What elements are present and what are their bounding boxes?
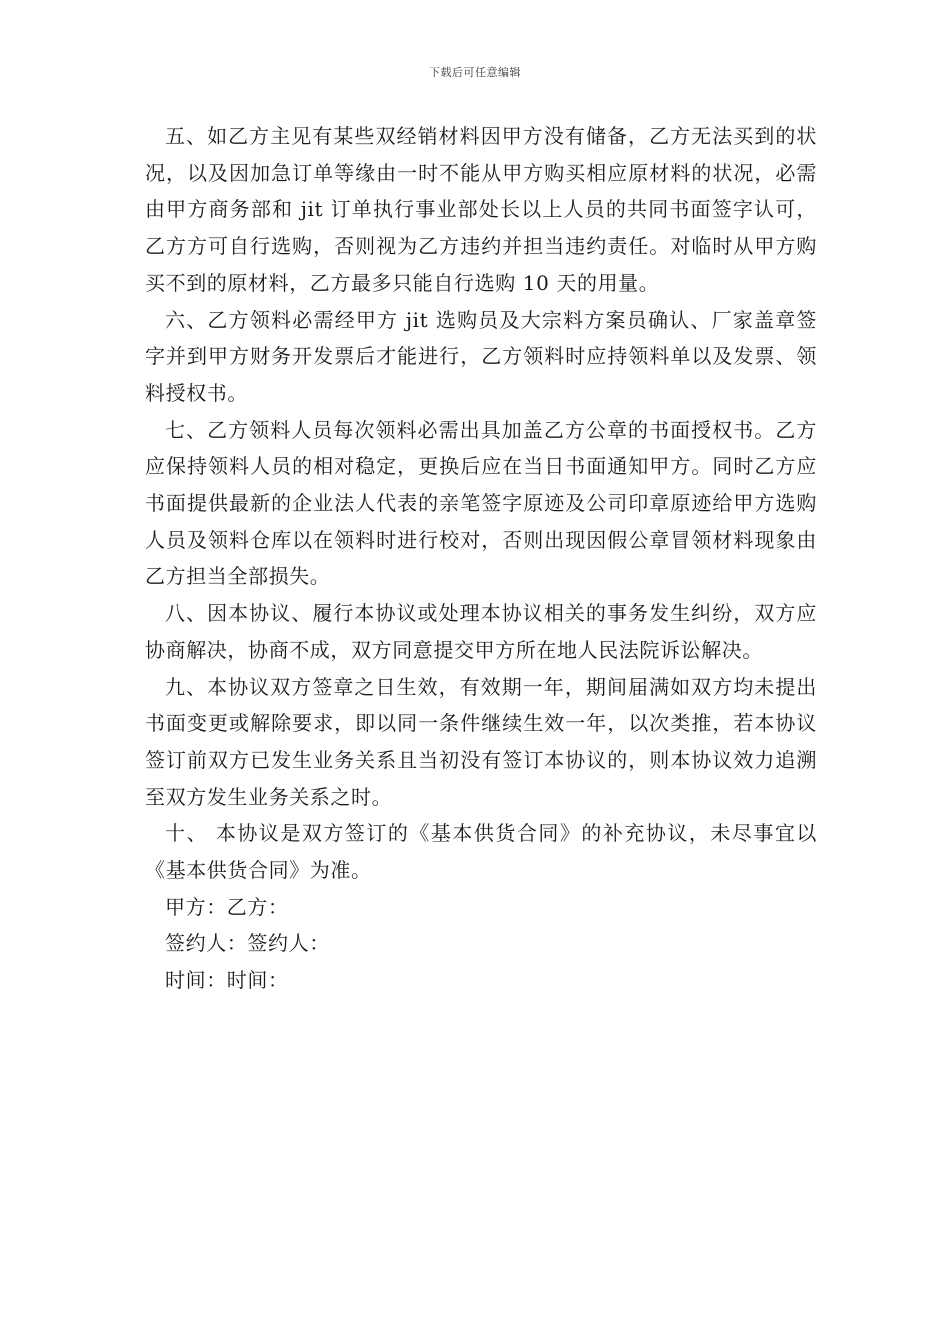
document-body: [145, 118, 817, 999]
clause-7: 七、乙方领料人员每次领料必需出具加盖乙方公章的书面授权书。乙方应保持领料人员的相对稳定，更换后应在当日书面通知甲方。同时乙方应书面提供最新的企业法人代表的亲笔签字原迹及公司印章原迹给甲方选购人员及领料仓库以在领料时进行校对，否则出现因假公章冒领材料现象由乙方担当全部损失。: [145, 417, 817, 589]
clause-9: 九、本协议双方签章之日生效，有效期一年，期间届满如双方均未提出书面变更或解除要求，即以同一条件继续生效一年，以次类推，若本协议签订前双方已发生业务关系且当初没有签订本协议的，则本协议效力追溯至双方发生业务关系之时。: [145, 674, 817, 809]
clause-8: 八、因本协议、履行本协议或处理本协议相关的事务发生纠纷，双方应协商解决，协商不成，双方同意提交甲方所在地人民法院诉讼解决。: [145, 601, 817, 662]
clause-10: 十、 本协议是双方签订的《基本供货合同》的补充协议，未尽事宜以《基本供货合同》为准。: [145, 821, 817, 883]
clause-5: 五、如乙方主见有某些双经销材料因甲方没有储备，乙方无法买到的状况，以及因加急订单等缘由一时不能从甲方购买相应原材料的状况，必需由甲方商务部和 jit 订单执行事业部处长以上人员的共同书面签字认可，乙方方可自行选购，否则视为乙方违约并担当违约责任。对临时从甲方购买不到的原材料，乙方最多只能自行选购 10 天的用量。: [145, 124, 817, 295]
signature-signers: 签约人：签约人：: [165, 931, 330, 956]
clause-6: 六、乙方领料必需经甲方 jit 选购员及大宗料方案员确认、厂家盖章签字并到甲方财务开发票后才能进行，乙方领料时应持领料单以及发票、领料授权书。: [145, 307, 817, 405]
signature-parties: 甲方：乙方：: [165, 894, 289, 919]
page-header: 下载后可任意编辑: [429, 66, 521, 79]
signature-dates: 时间：时间：: [165, 968, 289, 993]
